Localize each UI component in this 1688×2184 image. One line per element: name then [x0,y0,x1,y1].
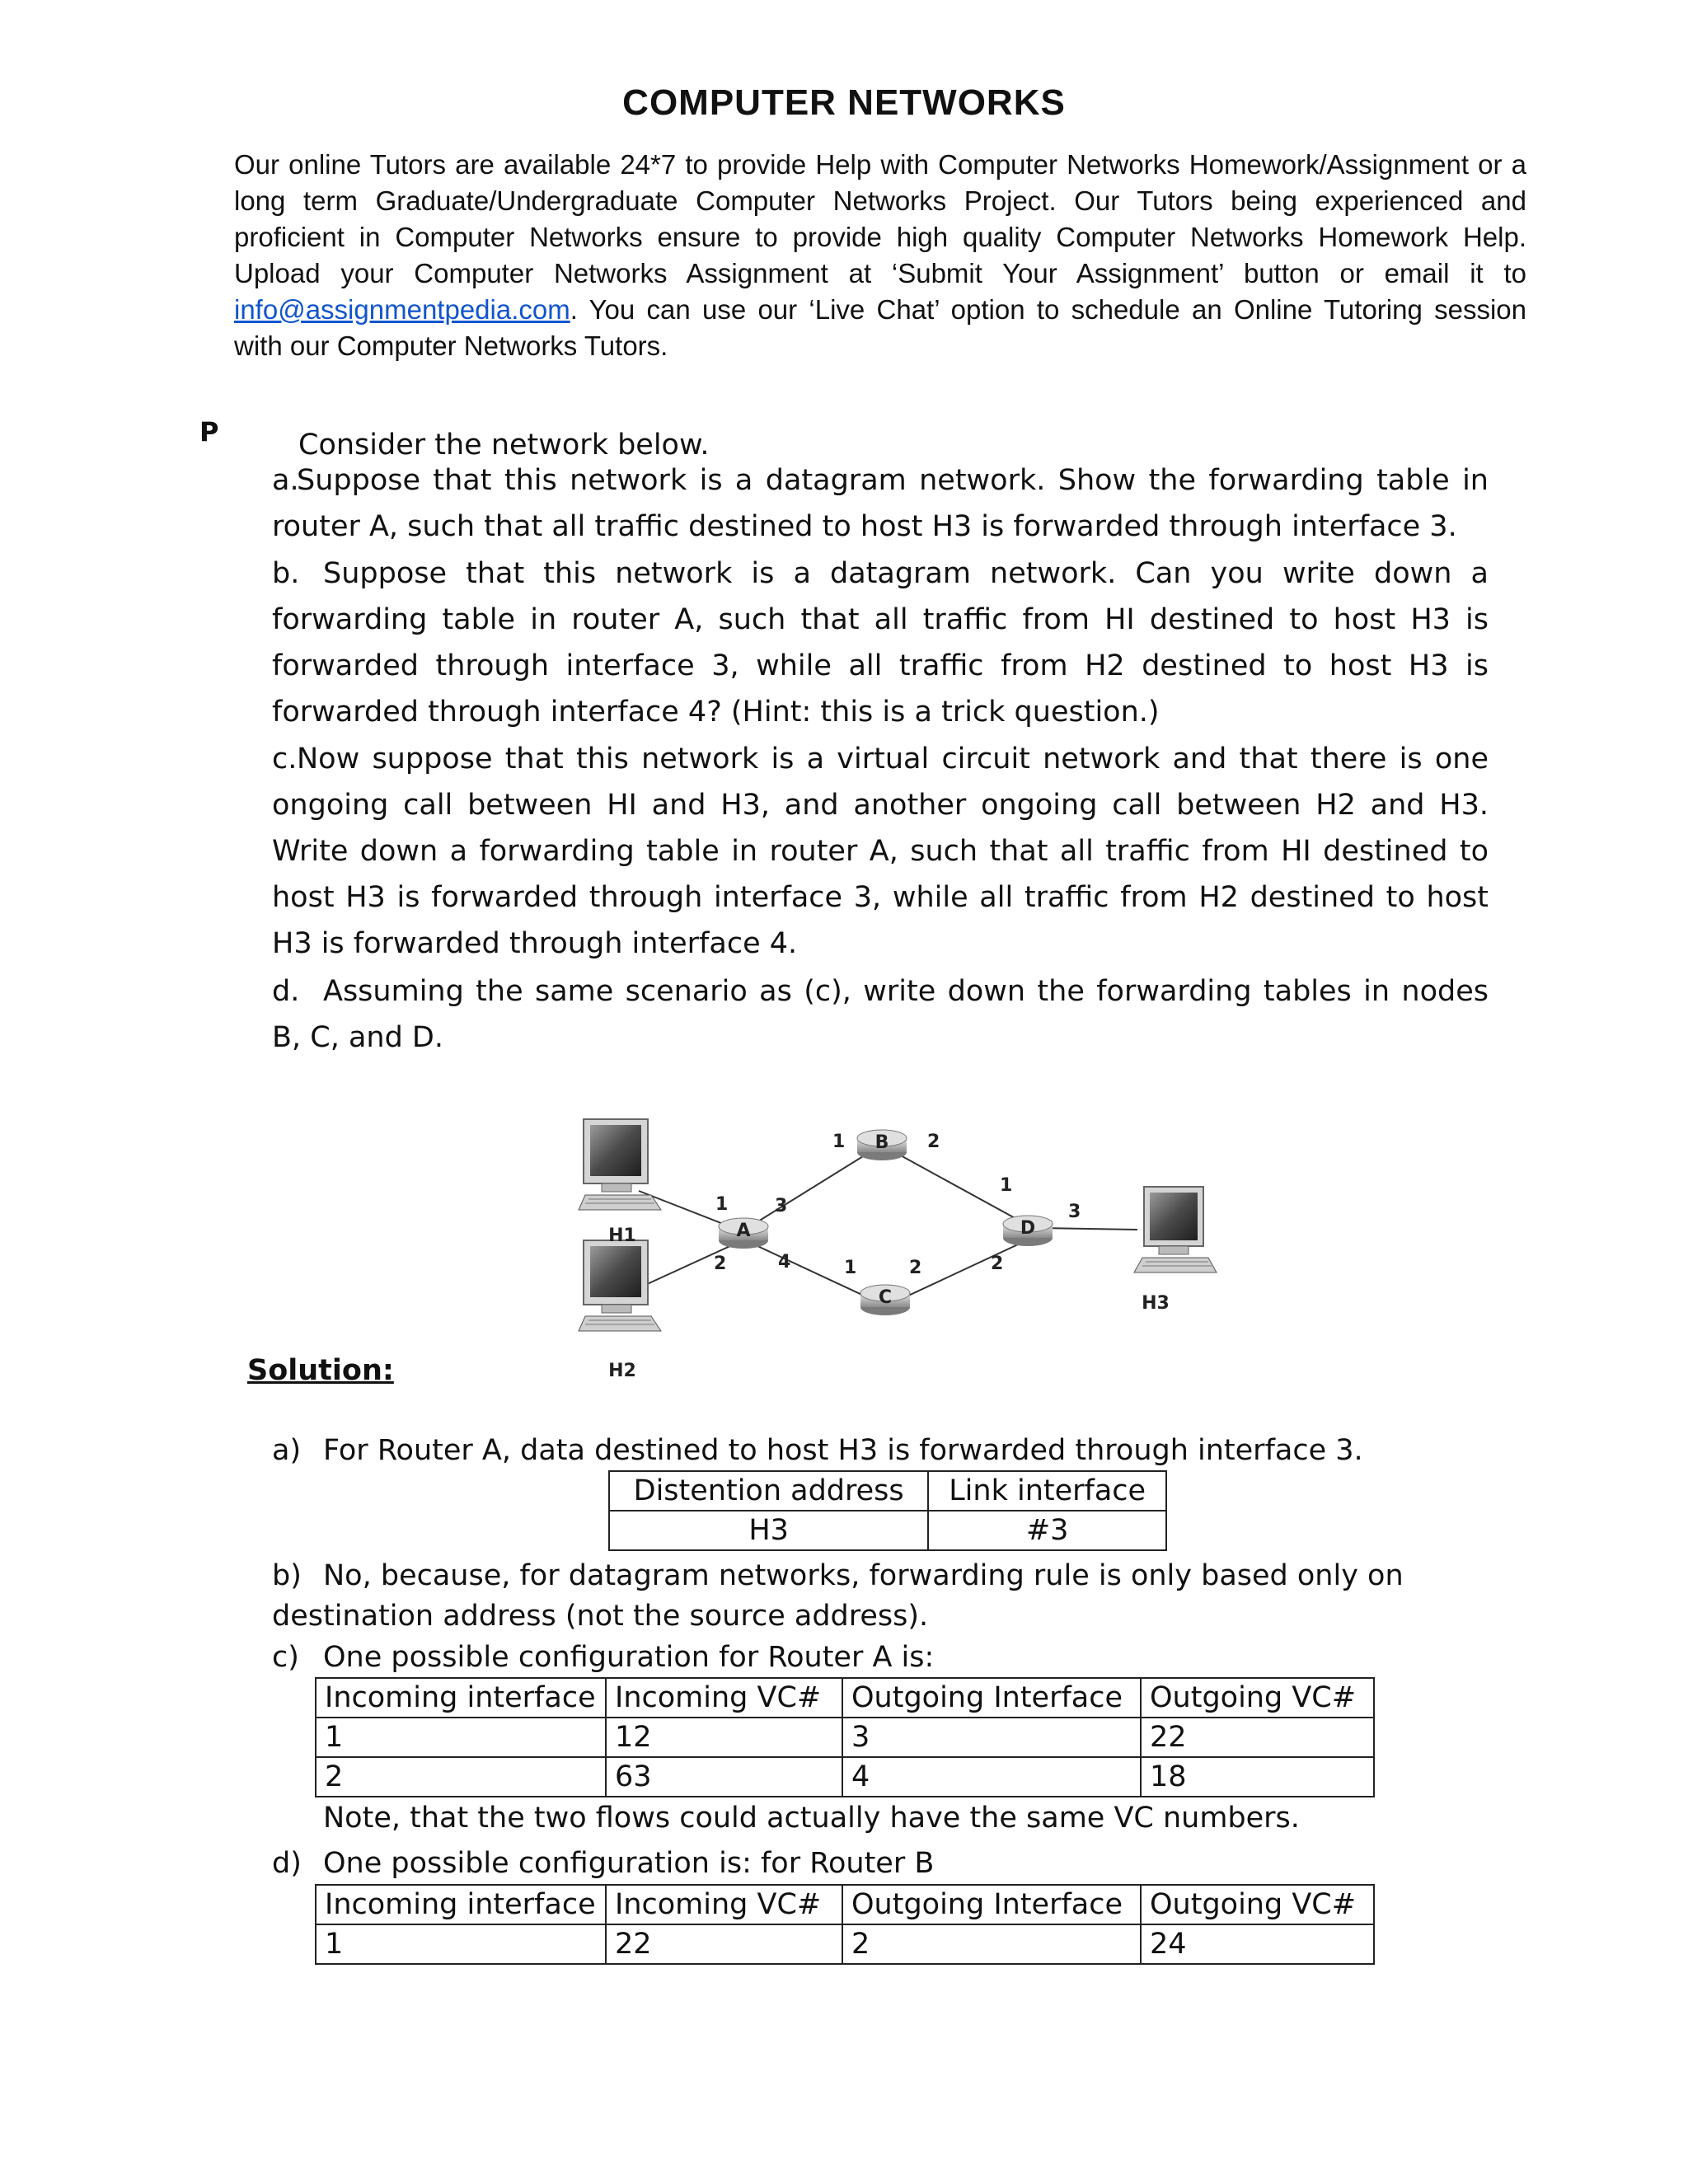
solution-text: No, because, for datagram networks, forwarding rule is only based only on destination address (not the source address). [272,1559,1404,1633]
link-d-h3 [1043,1228,1137,1230]
question-text: Suppose that this network is a datagram network. Show the forwarding table in router A, such that all traffic destined to host H3 is forwarded through interface 3. [272,464,1489,543]
router-a-vc-table [315,1677,1375,1797]
question-text: Suppose that this network is a datagram network. Can you write down a forwarding table in router A, such that all traffic from HI destined to host H3 is forwarded through interface 3, while all traffic from H2 destined to host H3 is forwarded through interface 4? (Hint: this is a trick question.) [272,557,1489,729]
table-header-cell: Incoming interface [316,1885,606,1924]
link-b-d [890,1150,1018,1220]
host-h1-label: H1 [608,1226,636,1246]
table-row [316,1757,1374,1797]
solution-label: a) [272,1434,302,1467]
router-d-label: D [1020,1218,1036,1239]
iface-a2: 2 [714,1254,727,1274]
router-c-label: C [878,1287,893,1308]
iface-d3: 3 [1068,1202,1081,1222]
iface-a3: 3 [775,1196,788,1216]
iface-a4: 4 [778,1252,791,1272]
table-cell: 24 [1141,1924,1374,1964]
solution-d [272,1843,1492,1884]
question-text: Now suppose that this network is a virtual circuit network and that there is one ongoing call between HI and H3, and another ongoing call between H2 and H3. Write down a forwarding table in router A, such that all traffic from HI destined to host H3 is forwarded through interface 3, while all traffic from H2 destined to host H3 is forwarded through interface 4. [272,743,1489,960]
problem-marker: P [199,416,219,448]
table-cell: H3 [609,1511,928,1550]
table-cell: 12 [606,1718,842,1757]
vc-note: Note, that the two flows could actually have the same VC numbers. [323,1802,1300,1835]
question-text: Assuming the same scenario as (c), write down the forwarding tables in nodes B, C, and D. [272,975,1489,1054]
network-diagram [569,1104,1228,1385]
table-cell: 1 [316,1924,606,1964]
question-b [272,551,1489,735]
page-title: COMPUTER NETWORKS [622,82,1066,123]
question-a [272,457,1489,550]
table-cell: 2 [316,1757,606,1797]
table-cell: #3 [928,1511,1166,1550]
solution-b [272,1556,1492,1637]
table-header-cell: Incoming VC# [606,1678,842,1718]
iface-d1: 1 [1000,1175,1013,1196]
table-header-cell: Link interface [928,1471,1166,1511]
datagram-forwarding-table [608,1470,1167,1551]
table-cell: 4 [842,1757,1141,1797]
host-h2-label: H2 [608,1361,636,1381]
intro-text-end: . You can use our ‘Live Chat’ option to schedule an Online Tutoring session with our Computer Networks Tutors. [234,294,1526,361]
question-label: d. [272,975,300,1008]
router-b-label: B [874,1132,889,1153]
solution-label: c) [272,1641,299,1674]
question-d [272,968,1489,1061]
router-a-label: A [736,1221,751,1241]
router-b-vc-table [315,1884,1375,1965]
table-cell: 22 [1141,1718,1374,1757]
table-header-row [609,1471,1166,1511]
table-header-cell: Incoming VC# [606,1885,842,1924]
iface-b1: 1 [832,1132,846,1152]
host-h3-icon [1134,1187,1217,1272]
table-header-cell: Outgoing VC# [1141,1678,1374,1718]
question-c [272,736,1489,967]
table-cell: 18 [1141,1757,1374,1797]
email-link[interactable]: info@assignmentpedia.com [234,294,570,325]
table-header-row [316,1885,1374,1924]
table-header-cell: Outgoing Interface [842,1678,1141,1718]
table-row [316,1718,1374,1757]
link-a-c [754,1244,878,1302]
solution-label: d) [272,1847,302,1880]
iface-b2: 2 [927,1132,940,1152]
intro-paragraph [234,147,1526,364]
table-cell: 22 [606,1924,842,1964]
solution-heading: Solution: [247,1354,394,1387]
table-row [609,1511,1166,1550]
solution-c [272,1637,1492,1678]
host-h3-label: H3 [1142,1293,1170,1314]
solution-label: b) [272,1559,302,1592]
table-header-row [316,1678,1374,1718]
link-a-b [754,1150,874,1224]
host-h2-icon [579,1240,661,1331]
question-label: a. [272,464,299,497]
iface-a1: 1 [715,1194,729,1215]
problem-lead: Consider the network below. [298,429,710,462]
table-cell: 63 [606,1757,842,1797]
table-cell: 3 [842,1718,1141,1757]
iface-d2: 2 [991,1254,1004,1274]
question-label: b. [272,557,300,590]
table-cell: 2 [842,1924,1141,1964]
question-label: c. [272,743,298,776]
table-row [316,1924,1374,1964]
solution-a [272,1430,1492,1471]
table-header-cell: Distention address [609,1471,928,1511]
table-cell: 1 [316,1718,606,1757]
iface-c2: 2 [909,1258,922,1278]
intro-text-start: Our online Tutors are available 24*7 to provide Help with Computer Networks Homework/Assignment or a long term Graduate/Undergraduate Computer Networks Project. Our Tutors being experienced and proficient in Computer Networks ensure to provide high quality Computer Networks Homework Help. Upload your Computer Networks Assignment at ‘Submit Your Assignment’ button or email it to [234,149,1526,288]
table-header-cell: Incoming interface [316,1678,606,1718]
table-header-cell: Outgoing Interface [842,1885,1141,1924]
solution-text: For Router A, data destined to host H3 is forwarded through interface 3. [323,1434,1363,1467]
table-header-cell: Outgoing VC# [1141,1885,1374,1924]
host-h1-icon [579,1119,661,1210]
solution-text: One possible configuration for Router A is: [323,1641,935,1674]
solution-text: One possible configuration is: for Router B [323,1847,935,1880]
iface-c1: 1 [844,1258,857,1278]
